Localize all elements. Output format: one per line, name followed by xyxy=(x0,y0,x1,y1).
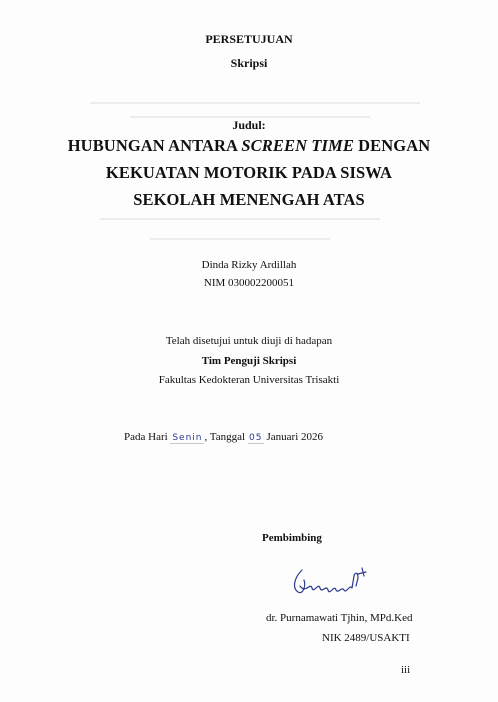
show-through-mark xyxy=(100,218,380,220)
thesis-title-line-3: SEKOLAH MENENGAH ATAS xyxy=(133,190,365,209)
handwritten-date: 05 xyxy=(249,433,263,443)
thesis-title-line-2: KEKUATAN MOTORIK PADA SISWA xyxy=(105,163,393,182)
show-through-mark xyxy=(90,102,420,104)
handwritten-day: Senin xyxy=(172,433,203,443)
title-italic-term: SCREEN TIME xyxy=(241,136,354,155)
author-name: Dinda Rizky Ardillah xyxy=(201,259,297,271)
title-label: Judul: xyxy=(232,118,266,132)
title-text: HUBUNGAN ANTARA xyxy=(67,136,242,155)
title-text: DENGAN xyxy=(353,136,431,155)
author-nim: NIM 030002200051 xyxy=(203,277,295,289)
supervisor-name: dr. Purnamawati Tjhin, MPd.Ked xyxy=(266,612,413,624)
supervisor-signature xyxy=(288,564,384,604)
supervisor-label: Pembimbing xyxy=(262,532,322,544)
document-type: Skripsi xyxy=(230,56,268,70)
date-field xyxy=(248,431,264,444)
show-through-mark xyxy=(150,238,330,240)
day-field xyxy=(170,431,204,444)
supervisor-nik: NIK 2489/USAKTI xyxy=(322,632,410,644)
approval-heading: PERSETUJUAN xyxy=(205,32,293,46)
approval-statement: Telah disetujui untuk diuji di hadapan xyxy=(165,335,333,347)
page-number: iii xyxy=(401,664,411,676)
examiner-team: Tim Penguji Skripsi xyxy=(201,355,297,367)
thesis-title-line-1 xyxy=(0,136,498,156)
date-prefix: Pada Hari xyxy=(124,431,168,443)
date-middle: , Tanggal xyxy=(204,431,246,443)
exam-date-line xyxy=(124,431,384,444)
faculty-name: Fakultas Kedokteran Universitas Trisakti xyxy=(158,374,340,386)
date-suffix: Januari 2026 xyxy=(266,431,324,443)
